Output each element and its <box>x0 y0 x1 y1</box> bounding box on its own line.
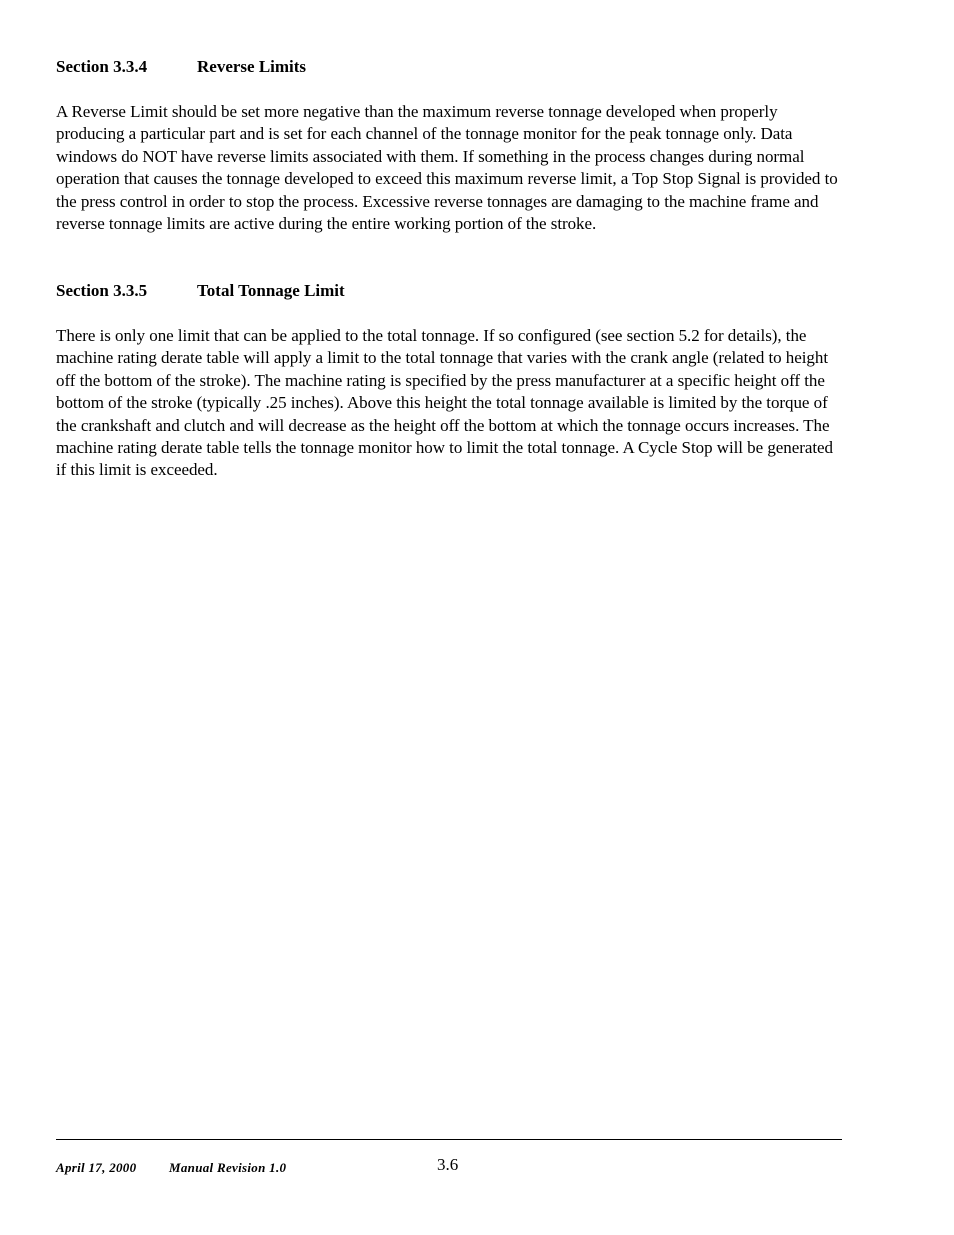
footer-date: April 17, 2000 <box>56 1160 137 1175</box>
section-title: Reverse Limits <box>197 57 307 76</box>
section-number: Section 3.3.4 <box>56 57 148 76</box>
section-heading <box>56 280 846 302</box>
section-reverse-limits <box>56 56 846 235</box>
footer-revision: Manual Revision 1.0 <box>169 1160 287 1175</box>
section-total-tonnage-limit <box>56 280 846 482</box>
section-number: Section 3.3.5 <box>56 281 148 300</box>
section-title: Total Tonnage Limit <box>197 281 345 300</box>
footer-divider <box>56 1139 842 1140</box>
page-number: 3.6 <box>437 1155 459 1174</box>
section-heading <box>56 56 846 78</box>
section-body: A Reverse Limit should be set more negative than the maximum reverse tonnage developed when properly producing a particular part and is set for each channel of the tonnage monitor for the peak tonnage only. Data windows do NOT have reverse limits associated with them. If something in the process changes during normal operation that causes the tonnage developed to exceed this maximum reverse limit, a Top Stop Signal is provided to the press control in order to stop the process. Excessive reverse tonnages are damaging to the machine frame and reverse tonnage limits are active during the entire working portion of the stroke. <box>56 102 838 234</box>
section-body: There is only one limit that can be applied to the total tonnage. If so configured (see section 5.2 for details), the machine rating derate table will apply a limit to the total tonnage that varies with the crank angle (related to height off the bottom of the stroke). The machine rating is specified by the press manufacturer at a specific height off the bottom of the stroke (typically .25 inches). Above this height the total tonnage available is limited by the torque of the crankshaft and clutch and will decrease as the height off the bottom at which the tonnage occurs increases. The machine rating derate table tells the tonnage monitor how to limit the total tonnage. A Cycle Stop will be generated if this limit is exceeded. <box>56 326 833 480</box>
